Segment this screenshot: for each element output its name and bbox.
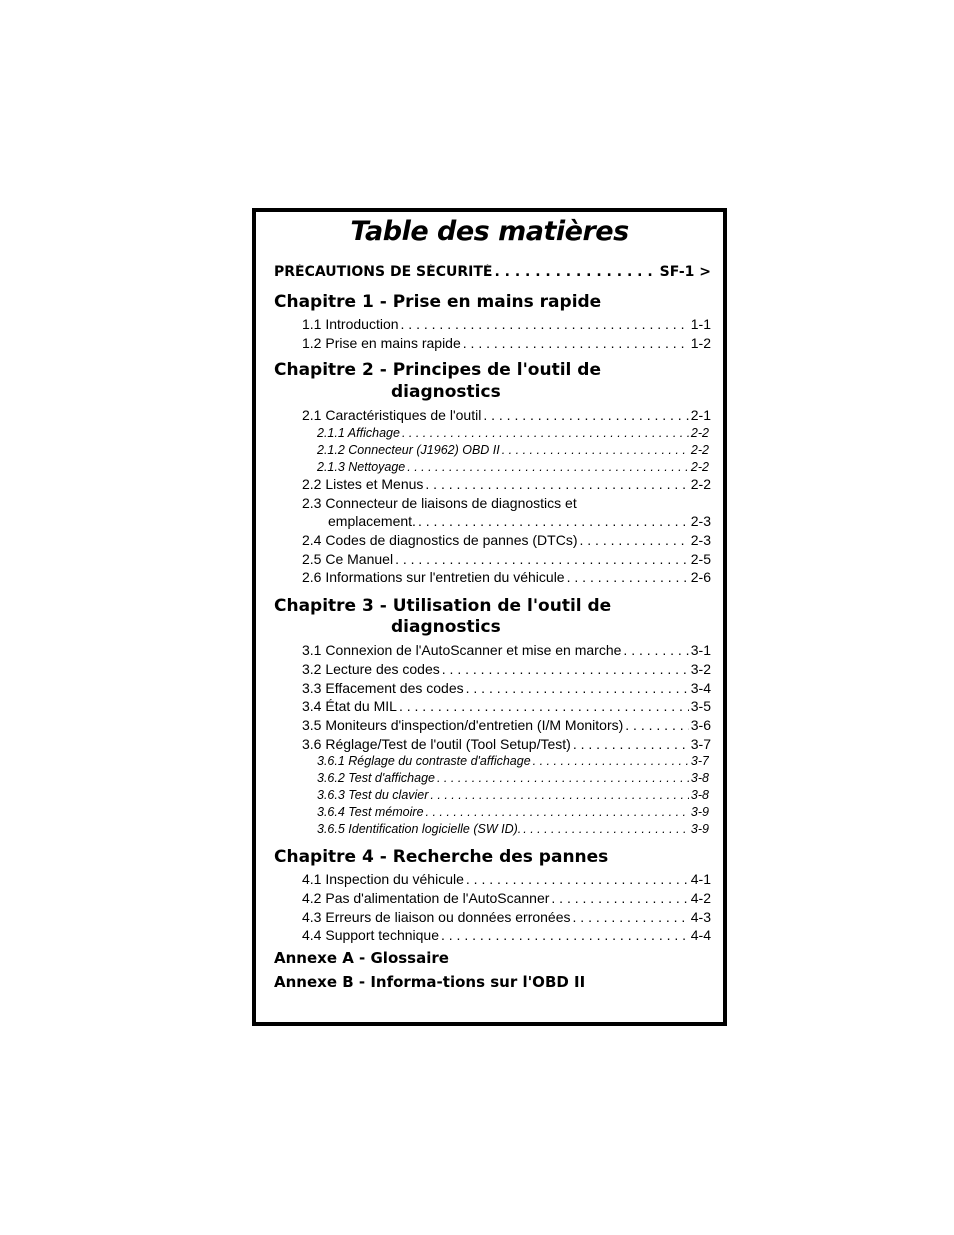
toc-entry-page: 2-2 — [690, 426, 709, 440]
toc-subentry[interactable] — [256, 426, 709, 440]
toc-entry[interactable] — [256, 661, 711, 677]
toc-entry[interactable] — [256, 890, 711, 906]
toc-entry-label: 3.2 Lecture des codes — [302, 661, 440, 677]
toc-entry-page: 1-2 — [690, 335, 711, 351]
toc-entry-page: 2-2 — [690, 460, 709, 474]
toc-entry[interactable] — [256, 909, 711, 925]
toc-subentry[interactable] — [256, 443, 709, 457]
toc-entry-label: 1.1 Introduction — [302, 316, 399, 332]
leader-dots — [533, 754, 689, 768]
chapter-1-heading[interactable]: Chapitre 1 - Prise en mains rapide — [274, 292, 602, 312]
toc-entry[interactable] — [256, 642, 711, 658]
toc-subentry[interactable] — [256, 754, 709, 768]
leader-dots — [466, 680, 689, 696]
toc-entry-page: 4-2 — [690, 890, 711, 906]
toc-subentry[interactable] — [256, 788, 709, 802]
chapter-4-heading[interactable]: Chapitre 4 - Recherche des pannes — [274, 847, 609, 867]
toc-entry-page: 2-2 — [690, 443, 709, 457]
toc-entry-label: 2.3 Connecteur de liaisons de diagnostics et — [302, 495, 577, 511]
toc-entry-label: 2.4 Codes de diagnostics de pannes (DTCs) — [302, 532, 578, 548]
toc-entry-label: 3.3 Effacement des codes — [302, 680, 464, 696]
toc-entry[interactable] — [256, 717, 711, 733]
leader-dots — [402, 426, 689, 440]
toc-entry-continued[interactable] — [256, 513, 711, 529]
leader-dots — [442, 661, 689, 677]
toc-entry-page: 2-2 — [690, 476, 711, 492]
leader-dots — [401, 316, 689, 332]
toc-safety-page: SF-1 > — [659, 264, 711, 280]
toc-subentry[interactable] — [256, 805, 709, 819]
toc-entry-label: 3.4 État du MIL — [302, 698, 397, 714]
toc-entry-page: 3-7 — [690, 754, 709, 768]
toc-entry-label: 2.1.1 Affichage — [317, 426, 400, 440]
chapter-3-heading[interactable]: Chapitre 3 - Utilisation de l'outil de — [274, 596, 612, 616]
toc-entry[interactable] — [256, 698, 711, 714]
toc-entry-label: 3.6.1 Réglage du contraste d'affichage — [317, 754, 531, 768]
leader-dots — [523, 822, 689, 836]
annex-a-heading[interactable]: Annexe A - Glossaire — [274, 949, 449, 967]
leader-dots — [494, 264, 657, 280]
leader-dots — [395, 551, 689, 567]
leader-dots — [502, 443, 689, 457]
toc-entry-label: 3.1 Connexion de l'AutoScanner et mise en marche — [302, 642, 622, 658]
toc-safety-label: PRÉCAUTIONS DE SÉCURITÉ — [274, 264, 493, 280]
toc-subentry[interactable] — [256, 822, 709, 836]
leader-dots — [418, 513, 689, 529]
toc-entry-label: 2.1.2 Connecteur (J1962) OBD II — [317, 443, 500, 457]
leader-dots — [625, 717, 688, 733]
toc-subentry[interactable] — [256, 460, 709, 474]
leader-dots — [483, 407, 688, 423]
leader-dots — [430, 788, 689, 802]
chapter-2-heading-cont: diagnostics — [391, 382, 501, 402]
leader-dots — [407, 460, 689, 474]
toc-entry[interactable] — [256, 927, 711, 943]
toc-entry[interactable] — [256, 335, 711, 351]
leader-dots — [567, 569, 689, 585]
leader-dots — [623, 642, 688, 658]
toc-entry-page: 3-1 — [690, 642, 711, 658]
toc-entry-label: emplacement. — [328, 513, 416, 529]
toc-entry-label: 4.4 Support technique — [302, 927, 439, 943]
leader-dots — [573, 736, 689, 752]
toc-entry-page: 3-8 — [690, 788, 709, 802]
leader-dots — [441, 927, 689, 943]
toc-entry-label: 3.6.5 Identification logicielle (SW ID). — [317, 822, 522, 836]
toc-entry-label: 2.5 Ce Manuel — [302, 551, 394, 567]
toc-frame — [252, 208, 727, 1026]
toc-entry-page: 3-9 — [690, 805, 709, 819]
toc-entry[interactable] — [256, 871, 711, 887]
toc-entry-page: 2-3 — [690, 532, 711, 548]
toc-entry-label: 2.1 Caractéristiques de l'outil — [302, 407, 482, 423]
chapter-2-heading[interactable]: Chapitre 2 - Principes de l'outil de — [274, 360, 601, 380]
toc-entry[interactable] — [256, 569, 711, 585]
toc-entry-page: 1-1 — [690, 316, 711, 332]
leader-dots — [551, 890, 688, 906]
toc-subentry[interactable] — [256, 771, 709, 785]
toc-entry[interactable] — [256, 407, 711, 423]
toc-entry-label: 3.6.2 Test d'affichage — [317, 771, 435, 785]
toc-entry-page: 2-6 — [690, 569, 711, 585]
toc-entry-page: 4-4 — [690, 927, 711, 943]
toc-entry[interactable] — [256, 532, 711, 548]
toc-entry-label: 3.6.3 Test du clavier — [317, 788, 429, 802]
toc-entry-page: 4-1 — [690, 871, 711, 887]
leader-dots — [579, 532, 688, 548]
toc-entry-page: 3-2 — [690, 661, 711, 677]
toc-entry-page: 3-7 — [690, 736, 711, 752]
toc-entry-label: 3.6.4 Test mémoire — [317, 805, 424, 819]
toc-entry-label: 2.1.3 Nettoyage — [317, 460, 406, 474]
leader-dots — [426, 805, 689, 819]
leader-dots — [573, 909, 689, 925]
toc-entry[interactable] — [256, 316, 711, 332]
leader-dots — [425, 476, 688, 492]
toc-entry-page: 3-4 — [690, 680, 711, 696]
toc-entry-page: 2-5 — [690, 551, 711, 567]
toc-entry[interactable] — [256, 680, 711, 696]
toc-entry-page: 2-3 — [690, 513, 711, 529]
leader-dots — [399, 698, 689, 714]
toc-entry[interactable] — [256, 476, 711, 492]
toc-entry-page: 3-8 — [690, 771, 709, 785]
annex-b-heading[interactable]: Annexe B - Informa-tions sur l'OBD II — [274, 973, 586, 991]
toc-entry-page: 3-9 — [690, 822, 709, 836]
toc-entry-label: 4.2 Pas d'alimentation de l'AutoScanner — [302, 890, 550, 906]
toc-entry-page: 3-5 — [690, 698, 711, 714]
leader-dots — [463, 335, 689, 351]
toc-entry-page: 3-6 — [690, 717, 711, 733]
leader-dots — [437, 771, 689, 785]
chapter-3-heading-cont: diagnostics — [391, 617, 501, 637]
toc-entry-label: 4.1 Inspection du véhicule — [302, 871, 464, 887]
leader-dots — [466, 871, 689, 887]
toc-entry[interactable] — [256, 736, 711, 752]
toc-entry-page: 2-1 — [690, 407, 711, 423]
page-title: Table des matières — [350, 216, 629, 247]
toc-entry-label: 1.2 Prise en mains rapide — [302, 335, 461, 351]
toc-entry[interactable] — [256, 551, 711, 567]
toc-entry-label: 3.6 Réglage/Test de l'outil (Tool Setup/Test) — [302, 736, 571, 752]
toc-entry-label: 4.3 Erreurs de liaison ou données erronées — [302, 909, 571, 925]
toc-entry-label: 2.2 Listes et Menus — [302, 476, 424, 492]
toc-entry-label: 3.5 Moniteurs d'inspection/d'entretien (I/M Monitors) — [302, 717, 624, 733]
toc-entry-label: 2.6 Informations sur l'entretien du véhicule — [302, 569, 565, 585]
toc-safety-row[interactable] — [256, 264, 711, 280]
toc-entry-page: 4-3 — [690, 909, 711, 925]
toc-entry[interactable] — [256, 495, 711, 511]
